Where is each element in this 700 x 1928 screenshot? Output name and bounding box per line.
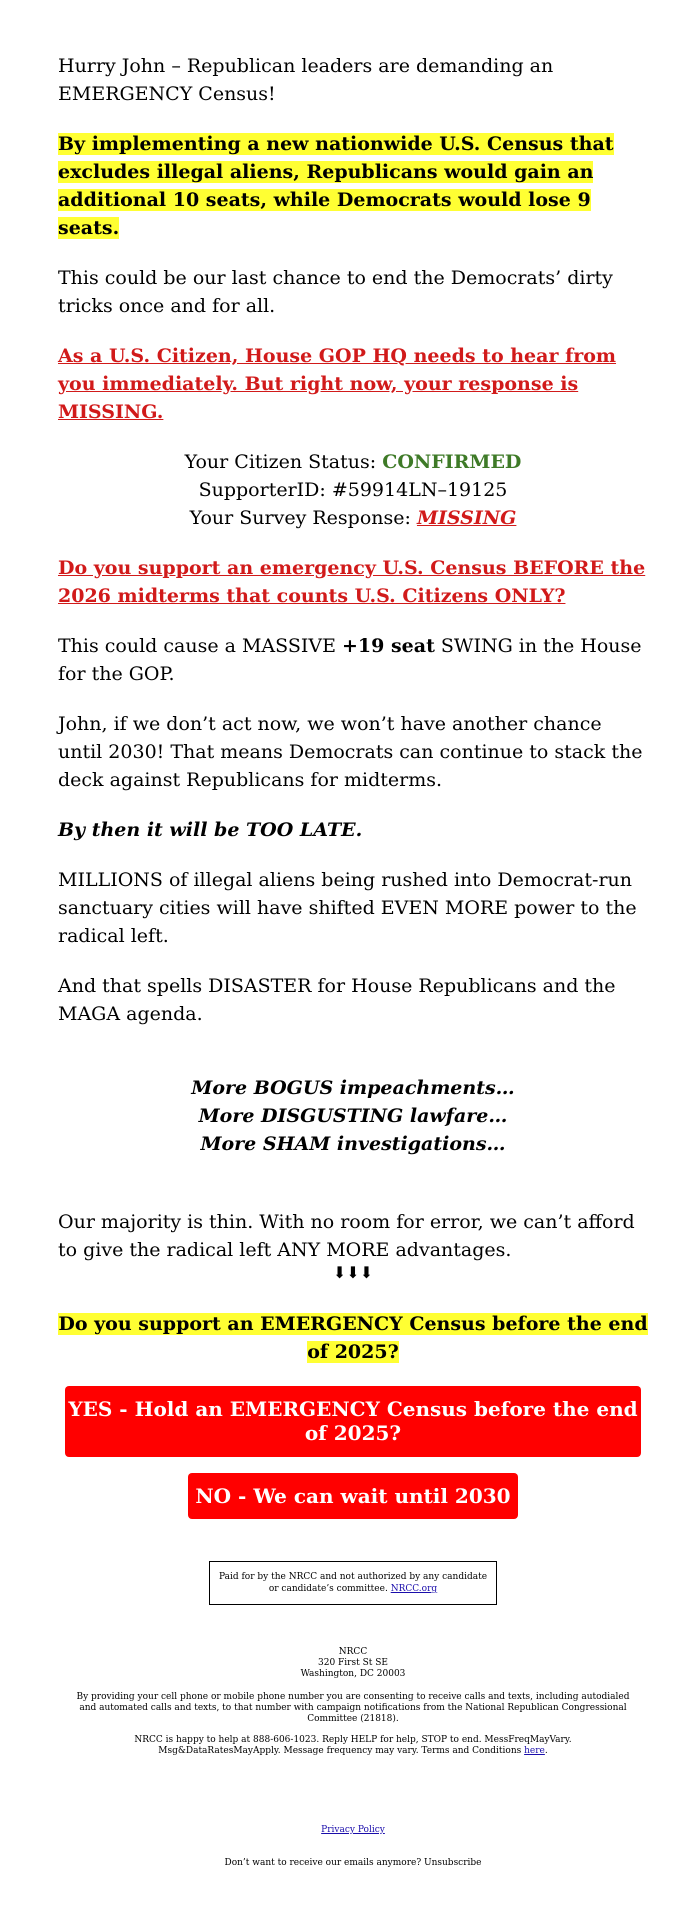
para-2030: John, if we don’t act now, we won’t have another chance until 2030! That means Democrats can continue to stack the deck against Republicans for midterms. [58, 713, 643, 791]
red-notice-paragraph [58, 342, 648, 426]
more-list [58, 1074, 648, 1158]
citizen-status-line [58, 448, 648, 476]
terms-link[interactable]: here [524, 1746, 545, 1756]
red-notice-text: As a U.S. Citizen, House GOP HQ needs to hear from you immediately. But right now, your response is MISSING. [58, 345, 617, 423]
question2-text: Do you support an EMERGENCY Census before the end of 2025? [58, 1313, 648, 1363]
email-body [58, 52, 648, 1869]
majority-text: Our majority is thin. With no room for error, we can’t afford to give the radical left ANY MORE advantages. [58, 1211, 635, 1261]
unsubscribe-text[interactable]: Don’t want to receive our emails anymore? Unsubscribe [224, 1858, 482, 1868]
millions-text: MILLIONS of illegal aliens being rushed into Democrat-run sanctuary cities will have shifted EVEN MORE power to the radical left. [58, 869, 637, 947]
survey-response-label: Your Survey Response: [189, 507, 411, 529]
sms-text: NRCC is happy to help at 888-606-1023. Reply HELP for help, STOP to end. MessFreqMayVary. Msg&DataRatesMayApply. Message frequency may vary. Terms and Conditions [134, 1735, 572, 1756]
swing-text [58, 632, 648, 688]
no-button[interactable]: NO - We can wait until 2030 [188, 1473, 518, 1519]
last-chance-text: This could be our last chance to end the Democrats’ dirty tricks once and for all. [58, 267, 613, 317]
highlight-text: By implementing a new nationwide U.S. Census that excludes illegal aliens, Republicans would gain an additional 10 seats, while Democrats would lose 9 seats. [58, 133, 614, 239]
survey-response-value[interactable]: MISSING [416, 507, 517, 529]
swing-post: SWING in the House for the GOP. [58, 635, 642, 685]
legal-text: By providing your cell phone or mobile phone number you are consenting to receive calls and texts, including autodialed and automated calls and texts, to that number with campaign notifications from the National Republican Congressional Committee (21818). [76, 1692, 630, 1724]
sms-text-block [58, 1735, 648, 1757]
address-street: 320 First St SE [318, 1658, 388, 1668]
more-line-3: More SHAM investigations… [200, 1133, 506, 1155]
question2-paragraph [58, 1310, 648, 1366]
disaster-text: And that spells DISASTER for House Republicans and the MAGA agenda. [58, 975, 616, 1025]
citizen-status-value: CONFIRMED [382, 451, 522, 473]
privacy-row [58, 1825, 648, 1836]
citizen-status-label: Your Citizen Status: [184, 451, 377, 473]
nrcc-link[interactable]: NRCC.org [390, 1584, 438, 1594]
status-block [58, 448, 648, 532]
more-line-1: More BOGUS impeachments… [191, 1077, 515, 1099]
address-city: Washington, DC 20003 [300, 1669, 406, 1679]
intro-text: Hurry John – Republican leaders are demanding an EMERGENCY Census! [58, 55, 554, 105]
down-arrows-icon: ⬇⬇⬇ [332, 1263, 374, 1282]
sms-end: . [544, 1746, 548, 1756]
paid-for-text: Paid for by the NRCC and not authorized by any candidate or candidate’s committee. [218, 1572, 488, 1594]
question1-paragraph [58, 554, 648, 610]
yes-button[interactable]: YES - Hold an EMERGENCY Census before the end of 2025? [65, 1386, 641, 1457]
highlight-paragraph [58, 130, 648, 242]
address-org: NRCC [338, 1647, 368, 1657]
survey-response-line [58, 504, 648, 532]
supporter-id-line: SupporterID: #59914LN–19125 [198, 479, 508, 501]
too-late-text: By then it will be TOO LATE. [58, 819, 363, 841]
address-block [58, 1647, 648, 1680]
swing-pre: This could cause a MASSIVE [58, 635, 342, 657]
more-line-2: More DISGUSTING lawfare… [198, 1105, 508, 1127]
question1-link[interactable]: Do you support an emergency U.S. Census BEFORE the 2026 midterms that counts U.S. Citizens ONLY? [58, 557, 646, 607]
swing-bold: +19 seat [342, 635, 435, 657]
privacy-policy-link[interactable]: Privacy Policy [321, 1825, 385, 1835]
paid-for-box [209, 1561, 497, 1605]
